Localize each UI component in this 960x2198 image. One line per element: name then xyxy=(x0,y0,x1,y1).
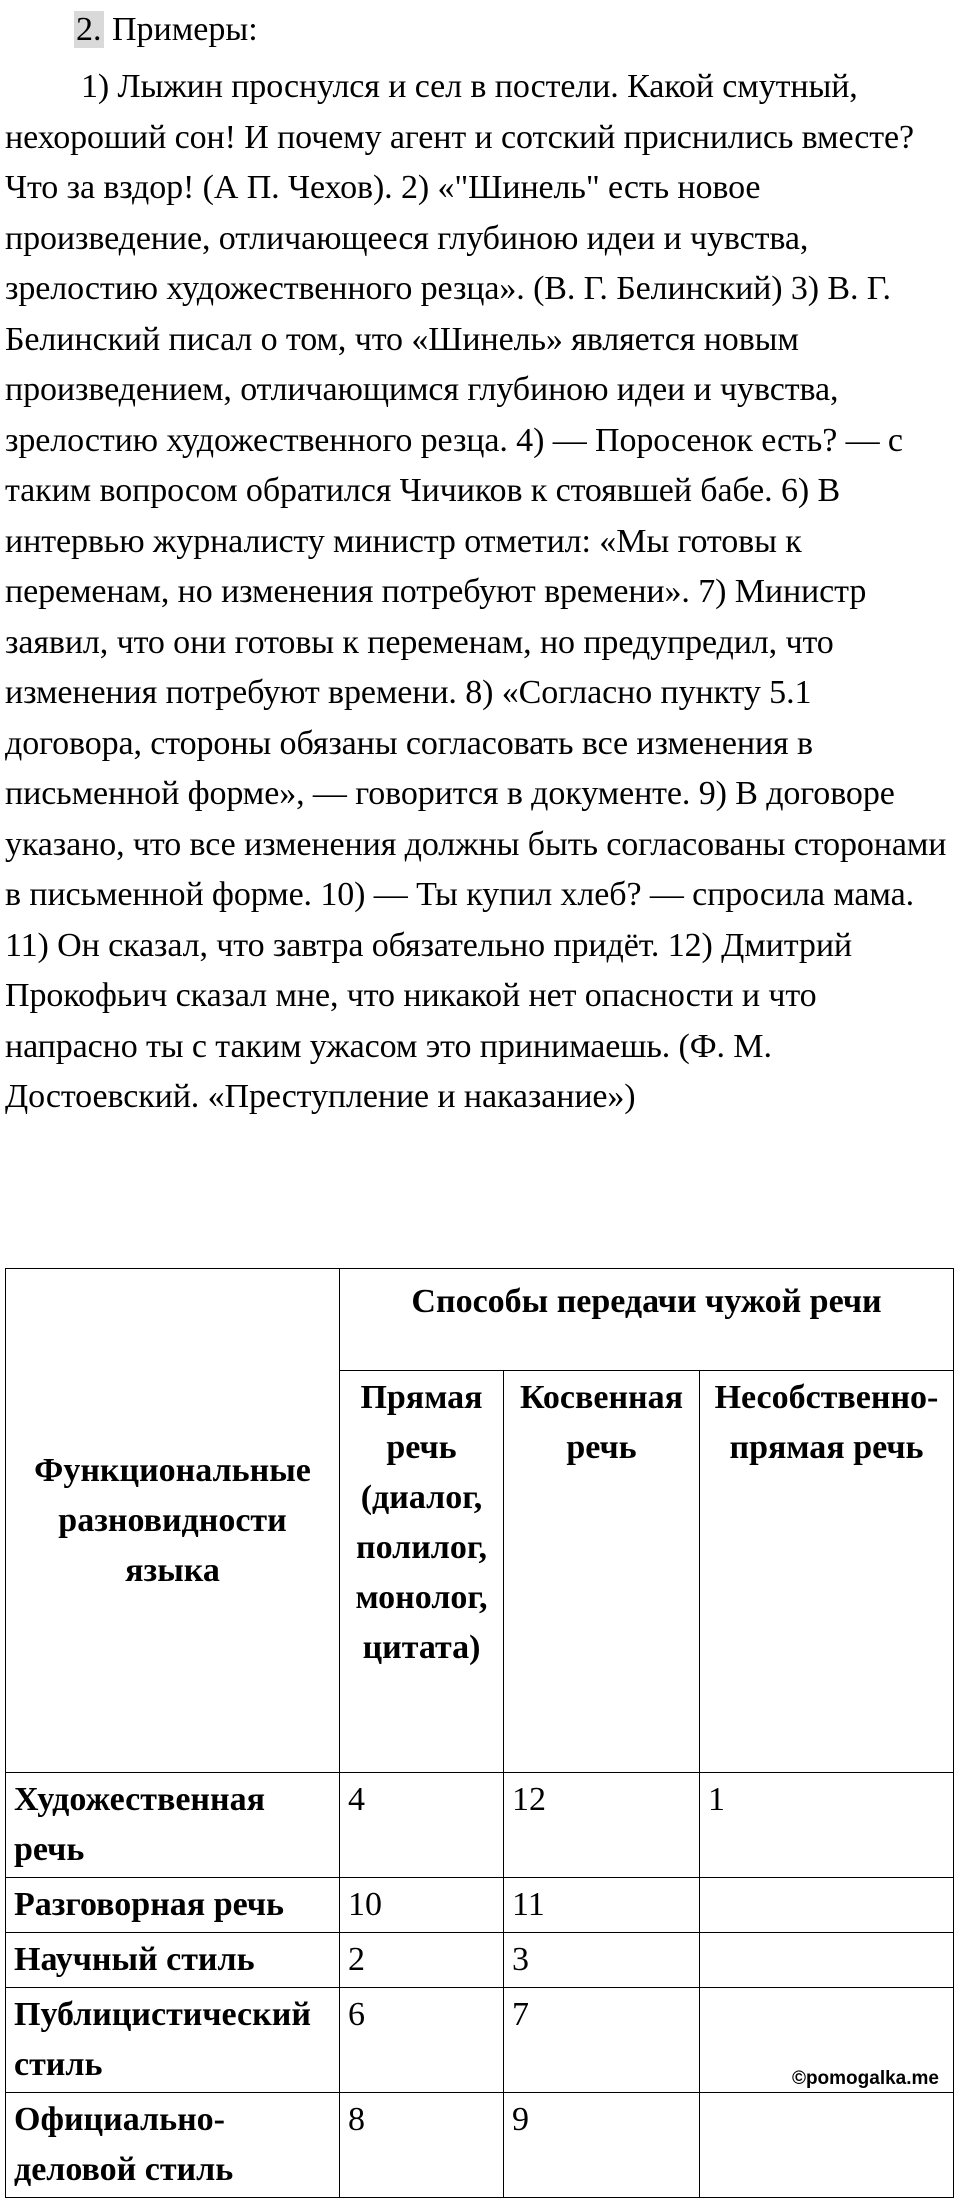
table-cell-with-watermark xyxy=(700,1988,954,2093)
table-row xyxy=(6,1933,954,1988)
section-heading xyxy=(74,8,258,52)
table-cell: 7 xyxy=(504,1988,700,2093)
table-cell xyxy=(700,1878,954,1933)
table-cell: 2 xyxy=(340,1933,504,1988)
row-label: Официально-деловой стиль xyxy=(6,2093,340,2198)
row-label: Научный стиль xyxy=(6,1933,340,1988)
column-header-free-indirect-speech: Несобственно-прямая речь xyxy=(700,1371,954,1773)
table-cell: 9 xyxy=(504,2093,700,2198)
group-title: Способы передачи чужой речи xyxy=(340,1269,954,1371)
row-label: Художественная речь xyxy=(6,1773,340,1878)
table-cell xyxy=(700,1933,954,1988)
table-cell: 3 xyxy=(504,1933,700,1988)
table-row xyxy=(6,1878,954,1933)
table-cell: 11 xyxy=(504,1878,700,1933)
section-number: 2. xyxy=(76,11,102,48)
table-cell: 4 xyxy=(340,1773,504,1878)
row-label: Разговорная речь xyxy=(6,1878,340,1933)
speech-methods-table xyxy=(5,1268,954,2198)
watermark: ©pomogalka.me xyxy=(791,2068,939,2089)
table-cell: 1 xyxy=(700,1773,954,1878)
section-title: Примеры: xyxy=(103,11,258,48)
examples-paragraph: 1) Лыжин проснулся и сел в постели. Какой смутный, нехороший сон! И почему агент и сотский приснились вместе? Что за вздор! (А П. Чехов). 2) «"Шинель" есть новое произведение, отличающееся глубиною идеи и чувства, зрелостию художественного резца». (В. Г. Белинский) 3) В. Г. Белинский писал о том, что «Шинель» является новым произведением, отличающимся глубиною идеи и чувства, зрелостию художественного резца. 4) — Поросенок есть? — с таким вопросом обратился Чичиков к стоявшей бабе. 6) В интервью журналисту министр отметил: «Мы готовы к переменам, но изменения потребуют времени». 7) Министр заявил, что они готовы к переменам, но предупредил, что изменения потребуют времени. 8) «Согласно пункту 5.1 договора, стороны обязаны согласовать все изменения в письменной форме», — говорится в документе. 9) В договоре указано, что все изменения должны быть согласованы сторонами в письменной форме. 10) — Ты купил хлеб? — спросила мама. 11) Он сказал, что завтра обязательно придёт. 12) Дмитрий Прокофьич сказал мне, что никакой нет опасности и что напрасно ты с таким ужасом это принимаешь. (Ф. М. Достоевский. «Преступление и наказание») xyxy=(5,68,947,1115)
table-cell: 6 xyxy=(340,1988,504,2093)
table-cell xyxy=(700,2093,954,2198)
table-cell: 12 xyxy=(504,1773,700,1878)
table-row xyxy=(6,2093,954,2198)
table-cell: 8 xyxy=(340,2093,504,2198)
column-header-direct-speech: Прямая речь (диалог, полилог, монолог, цитата) xyxy=(340,1371,504,1773)
table-row xyxy=(6,1988,954,2093)
column-header-indirect-speech: Косвенная речь xyxy=(504,1371,700,1773)
table-row xyxy=(6,1773,954,1878)
row-label: Публицистический стиль xyxy=(6,1988,340,2093)
row-header-title: Функциональные разновидности языка xyxy=(6,1269,340,1773)
table-cell: 10 xyxy=(340,1878,504,1933)
